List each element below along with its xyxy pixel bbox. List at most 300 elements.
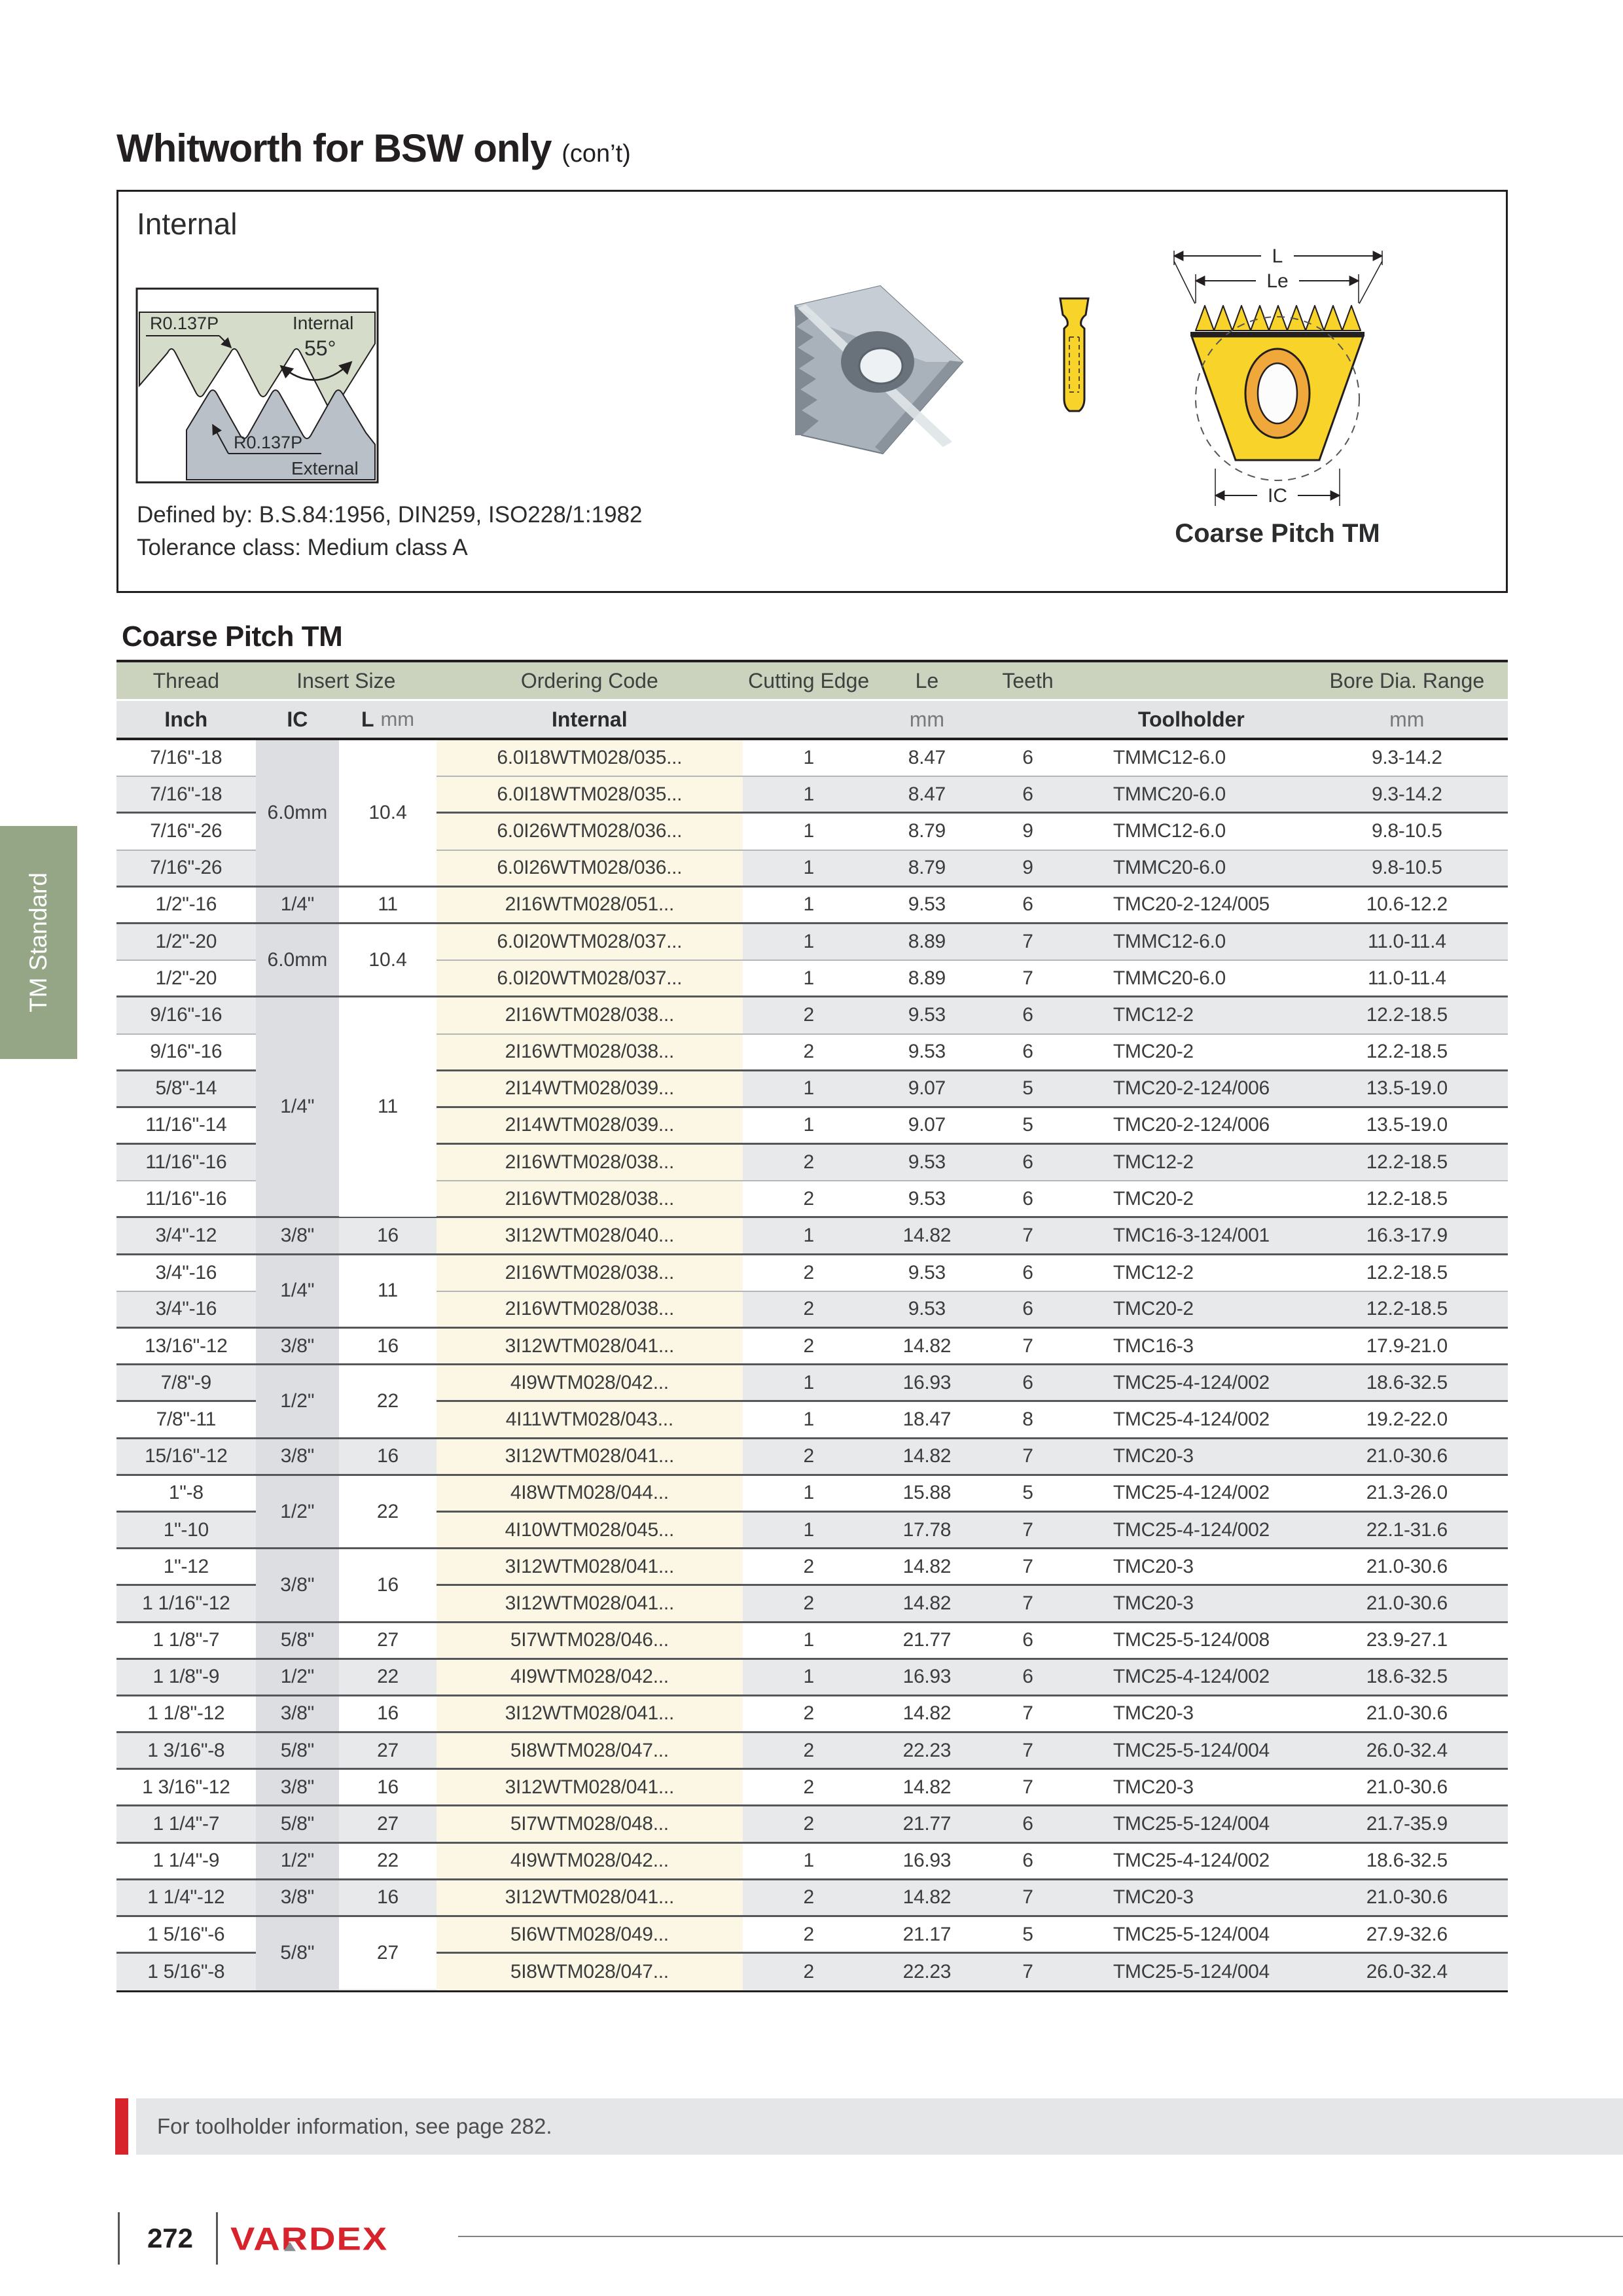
code-cell: 4I9WTM028/042...: [437, 1660, 743, 1696]
footer-note-text: For toolholder information, see page 282.: [157, 2114, 552, 2138]
teeth-cell: 7: [979, 1770, 1077, 1806]
code-cell: 6.0I18WTM028/035...: [437, 777, 743, 814]
bore-cell: 10.6-12.2: [1306, 888, 1508, 924]
thread-cell: 3/4"-16: [116, 1292, 256, 1329]
holder-cell: TMC20-3: [1077, 1770, 1306, 1806]
teeth-cell: 7: [979, 1513, 1077, 1549]
header-teeth: Teeth: [1002, 668, 1054, 692]
bore-cell: 9.3-14.2: [1306, 777, 1508, 814]
teeth-cell: 7: [979, 1439, 1077, 1476]
teeth-cell: 5: [979, 1071, 1077, 1108]
edge-cell: 2: [743, 1145, 875, 1181]
table-row: [116, 1439, 1508, 1476]
holder-cell: TMC25-5-124/004: [1077, 1733, 1306, 1770]
holder-cell: TMC20-2-124/006: [1077, 1108, 1306, 1145]
teeth-cell: 7: [1022, 1961, 1033, 1983]
bore-cell: 26.0-32.4: [1366, 1961, 1448, 1983]
ic-cell: 3/8": [256, 1439, 340, 1476]
le-cell: 16.93: [875, 1365, 979, 1402]
bore-cell: 21.0-30.6: [1306, 1696, 1508, 1733]
bore-cell: 21.0-30.6: [1306, 1586, 1508, 1623]
thread-cell: 1 3/16"-8: [116, 1733, 256, 1770]
teeth-cell: 5: [979, 1476, 1077, 1513]
radius-label-bottom: R0.137P: [234, 433, 303, 452]
le-cell: 14.82: [875, 1880, 979, 1917]
code-cell: 2I16WTM028/038...: [437, 1035, 743, 1071]
l-cell: 22: [339, 1844, 437, 1880]
edge-cell: 1: [743, 814, 875, 850]
insert-l-merged-cell: 16: [339, 1549, 437, 1621]
l-cell: 16: [339, 1880, 437, 1917]
teeth-cell: 6: [979, 997, 1077, 1034]
thread-cell: 13/16"-12: [116, 1329, 256, 1365]
l-cell: 16: [339, 1218, 437, 1255]
teeth-cell: 9: [979, 851, 1077, 888]
dim-l-label: L: [1272, 245, 1283, 267]
footer-rule: [458, 2236, 1623, 2237]
bore-cell: 18.6-32.5: [1306, 1365, 1508, 1402]
coarse-pitch-table: [116, 660, 1508, 1992]
page-title-text: Whitworth for BSW only: [116, 126, 552, 170]
table-body: [116, 740, 1508, 1992]
teeth-cell: 7: [979, 1218, 1077, 1255]
thread-cell: 9/16"-16: [116, 997, 256, 1034]
code-cell: 2I14WTM028/039...: [437, 1108, 743, 1145]
thread-cell: 3/4"-16: [116, 1255, 256, 1292]
le-cell: 14.82: [875, 1696, 979, 1733]
code-cell: 3I12WTM028/041...: [437, 1696, 743, 1733]
le-cell: 16.93: [875, 1660, 979, 1696]
edge-cell: 2: [743, 997, 875, 1034]
code-cell: 4I11WTM028/043...: [437, 1402, 743, 1439]
bore-cell: 17.9-21.0: [1306, 1329, 1508, 1365]
edge-cell: 2: [743, 1880, 875, 1917]
l-cell: 16: [339, 1439, 437, 1476]
teeth-cell: 6: [979, 1844, 1077, 1880]
thread-cell: 1 3/16"-12: [116, 1770, 256, 1806]
bore-cell: 21.0-30.6: [1306, 1549, 1508, 1586]
le-cell: 16.93: [875, 1844, 979, 1880]
edge-cell: 1: [743, 1402, 875, 1439]
insert-side-view: [1043, 295, 1105, 420]
code-cell: 2I16WTM028/038...: [437, 997, 743, 1034]
figure-box: [116, 190, 1508, 593]
teeth-cell: 9: [979, 814, 1077, 850]
code-cell: 4I10WTM028/045...: [437, 1513, 743, 1549]
bore-cell: 12.2-18.5: [1306, 1292, 1508, 1329]
dim-le-label: Le: [1266, 270, 1289, 292]
bore-cell: 12.2-18.5: [1306, 1145, 1508, 1181]
code-cell: 6.0I26WTM028/036...: [437, 814, 743, 850]
le-cell: 9.53: [875, 1255, 979, 1292]
ic-cell: 5/8": [256, 1733, 340, 1770]
page-title: [116, 126, 631, 171]
table-row: [116, 1218, 1508, 1255]
insert-ic-merged-cell: 1/4": [280, 1096, 315, 1118]
tolerance-text: Tolerance class: Medium class A: [137, 535, 468, 560]
thread-cell: 1/2"-20: [116, 961, 256, 997]
insert-ic-merged-cell: 1/2": [280, 1500, 315, 1522]
edge-cell: 2: [743, 1292, 875, 1329]
bore-cell: 9.8-10.5: [1306, 814, 1508, 850]
holder-cell: TMC25-4-124/002: [1077, 1365, 1306, 1402]
bore-cell: 21.7-35.9: [1306, 1806, 1508, 1843]
edge-cell: 2: [743, 1586, 875, 1623]
edge-cell: 1: [743, 1844, 875, 1880]
edge-cell: 1: [743, 851, 875, 888]
le-cell: 17.78: [875, 1513, 979, 1549]
table-row: [116, 1733, 1508, 1770]
thread-cell: 7/8"-11: [116, 1402, 256, 1439]
teeth-cell: 7: [979, 924, 1077, 961]
l-cell: 27: [339, 1733, 437, 1770]
teeth-cell: 7: [979, 1549, 1077, 1586]
teeth-cell: 6: [979, 1623, 1077, 1660]
edge-cell: 2: [743, 1035, 875, 1071]
holder-cell: TMC20-2: [1077, 1035, 1306, 1071]
insert-l-merged-cell: 27: [339, 1917, 437, 1988]
table-row: [116, 888, 1508, 924]
teeth-cell: 6: [979, 1035, 1077, 1071]
holder-cell: TMC12-2: [1077, 1145, 1306, 1181]
edge-cell: 2: [743, 1255, 875, 1292]
bore-cell: 18.6-32.5: [1306, 1660, 1508, 1696]
bore-cell: 12.2-18.5: [1306, 1035, 1508, 1071]
code-cell: 2I16WTM028/038...: [437, 1145, 743, 1181]
le-cell: 8.79: [875, 851, 979, 888]
subheader-bore-unit: mm: [1389, 707, 1425, 731]
code-cell: 2I16WTM028/038...: [437, 1292, 743, 1329]
edge-cell: 1: [743, 1513, 875, 1549]
bore-cell: 12.2-18.5: [1306, 1181, 1508, 1218]
thread-cell: 1 1/8"-12: [116, 1696, 256, 1733]
thread-cell: 11/16"-14: [116, 1108, 256, 1145]
thread-cell: 1"-10: [116, 1513, 256, 1549]
subheader-ic: IC: [287, 707, 308, 731]
angle-label: 55°: [304, 336, 336, 360]
thread-cell: 7/16"-26: [116, 814, 256, 850]
bore-cell: 23.9-27.1: [1306, 1623, 1508, 1660]
subheader-spacer-1: [743, 701, 875, 738]
le-cell: 9.07: [875, 1108, 979, 1145]
sidebar-tab-label: TM Standard: [25, 872, 52, 1013]
le-cell: 21.77: [875, 1806, 979, 1843]
thread-cell: 1"-12: [116, 1549, 256, 1586]
le-cell: 9.07: [875, 1071, 979, 1108]
edge-cell: 2: [743, 1770, 875, 1806]
page-title-suffix: (con’t): [562, 140, 631, 168]
code-cell: 4I8WTM028/044...: [437, 1476, 743, 1513]
ic-cell: 3/8": [256, 1329, 340, 1365]
thread-cell: 1 1/4"-12: [116, 1880, 256, 1917]
teeth-cell: 6: [979, 1255, 1077, 1292]
holder-cell: TMC25-5-124/008: [1077, 1623, 1306, 1660]
le-cell: 8.47: [875, 740, 979, 777]
subheader-le-unit: mm: [909, 707, 945, 731]
holder-cell: TMMC12-6.0: [1077, 924, 1306, 961]
edge-cell: 1: [743, 888, 875, 924]
code-cell: 6.0I20WTM028/037...: [437, 924, 743, 961]
thread-cell: 15/16"-12: [116, 1439, 256, 1476]
code-cell: 2I16WTM028/051...: [437, 888, 743, 924]
section-title: Coarse Pitch TM: [122, 620, 343, 653]
thread-cell: 1 1/8"-9: [116, 1660, 256, 1696]
code-cell: 3I12WTM028/041...: [437, 1549, 743, 1586]
ic-cell: 3/8": [256, 1218, 340, 1255]
teeth-cell: 5: [979, 1917, 1077, 1954]
table-row: [116, 1696, 1508, 1733]
l-cell: 22: [339, 1660, 437, 1696]
l-cell: 11: [339, 888, 437, 924]
le-cell: 9.53: [875, 997, 979, 1034]
table-row: [116, 1770, 1508, 1806]
ic-cell: 1/2": [256, 1844, 340, 1880]
insert-l-merged-cell: 11: [339, 997, 437, 1216]
dim-ic-label: IC: [1268, 485, 1287, 507]
radius-label-top: R0.137P: [150, 314, 219, 333]
le-cell: 9.53: [875, 888, 979, 924]
code-cell: 5I7WTM028/048...: [437, 1806, 743, 1843]
thread-cell: 1/2"-20: [116, 924, 256, 961]
holder-cell: TMC16-3-124/001: [1077, 1218, 1306, 1255]
table-header-row-1: [116, 660, 1508, 701]
edge-cell: 2: [743, 1181, 875, 1218]
header-thread: Thread: [152, 668, 219, 692]
edge-cell: 1: [743, 1623, 875, 1660]
teeth-cell: 6: [979, 1660, 1077, 1696]
holder-cell: TMMC12-6.0: [1077, 814, 1306, 850]
teeth-cell: 6: [979, 777, 1077, 814]
holder-cell: TMC20-3: [1077, 1439, 1306, 1476]
insert-ic-merged-cell: 1/2": [280, 1390, 315, 1412]
subheader-spacer-2: [979, 701, 1077, 738]
insert-ic-merged-cell: 1/4": [280, 1280, 315, 1302]
edge-cell: 1: [743, 1476, 875, 1513]
ic-cell: 1/2": [256, 1660, 340, 1696]
holder-cell: TMMC12-6.0: [1077, 740, 1306, 777]
bore-cell: 18.6-32.5: [1306, 1844, 1508, 1880]
le-cell: 9.53: [875, 1145, 979, 1181]
thread-cell: 1 5/16"-6: [116, 1917, 256, 1954]
teeth-cell: 6: [979, 1365, 1077, 1402]
code-cell: 3I12WTM028/041...: [437, 1439, 743, 1476]
table-row: [116, 1329, 1508, 1365]
footer-divider-left: [118, 2212, 120, 2265]
bore-cell: 19.2-22.0: [1306, 1402, 1508, 1439]
teeth-cell: 7: [979, 1733, 1077, 1770]
bore-cell: 21.0-30.6: [1306, 1439, 1508, 1476]
thread-cell: 9/16"-16: [116, 1035, 256, 1071]
teeth-cell: 7: [979, 1329, 1077, 1365]
table-row: [116, 1880, 1508, 1917]
bore-cell: 13.5-19.0: [1306, 1108, 1508, 1145]
edge-cell: 1: [743, 924, 875, 961]
vardex-logo: VARDEX: [230, 2220, 389, 2257]
holder-cell: TMC25-4-124/002: [1077, 1476, 1306, 1513]
code-cell: 4I9WTM028/042...: [437, 1365, 743, 1402]
edge-cell: 1: [743, 1071, 875, 1108]
edge-cell: 1: [743, 1365, 875, 1402]
teeth-cell: 6: [979, 1145, 1077, 1181]
table-row: [116, 1660, 1508, 1696]
code-cell: 5I6WTM028/049...: [437, 1917, 743, 1954]
holder-cell: TMC20-2: [1077, 1181, 1306, 1218]
insert-l-merged-cell: 22: [339, 1476, 437, 1547]
holder-cell: TMC12-2: [1077, 1255, 1306, 1292]
bore-cell: 22.1-31.6: [1306, 1513, 1508, 1549]
insert-l-merged-cell: 10.4: [339, 740, 437, 886]
holder-cell: TMC20-3: [1077, 1696, 1306, 1733]
teeth-cell: 8: [979, 1402, 1077, 1439]
le-cell: 8.89: [875, 961, 979, 997]
edge-cell: 2: [743, 1917, 875, 1954]
code-cell: 3I12WTM028/041...: [437, 1880, 743, 1917]
edge-cell: 2: [743, 1439, 875, 1476]
defined-by-text: Defined by: B.S.84:1956, DIN259, ISO228/1:1982: [137, 502, 643, 528]
holder-cell: TMC20-3: [1077, 1880, 1306, 1917]
holder-cell: TMC20-3: [1077, 1586, 1306, 1623]
le-cell: 14.82: [875, 1218, 979, 1255]
footer-note-accent: [115, 2098, 128, 2155]
teeth-cell: 7: [979, 961, 1077, 997]
holder-cell: TMC25-5-124/004: [1077, 1917, 1306, 1954]
thread-cell: 3/4"-12: [116, 1218, 256, 1255]
holder-cell: TMC20-2: [1077, 1292, 1306, 1329]
code-cell: 3I12WTM028/040...: [437, 1218, 743, 1255]
thread-cell: 7/16"-18: [116, 777, 256, 814]
insert-ic-merged-cell: 6.0mm: [267, 801, 328, 823]
code-cell: 5I8WTM028/047...: [437, 1733, 743, 1770]
bore-cell: 16.3-17.9: [1306, 1218, 1508, 1255]
le-cell: 21.17: [875, 1917, 979, 1954]
teeth-cell: 6: [979, 1181, 1077, 1218]
table-row: [116, 1844, 1508, 1880]
le-cell: 14.82: [875, 1549, 979, 1586]
le-cell: 14.82: [875, 1329, 979, 1365]
le-cell: 9.53: [875, 1292, 979, 1329]
bore-cell: 9.3-14.2: [1306, 740, 1508, 777]
footer-divider-right: [216, 2212, 218, 2265]
edge-cell: 1: [743, 1218, 875, 1255]
subheader-internal: Internal: [552, 707, 628, 731]
bore-cell: 9.8-10.5: [1306, 851, 1508, 888]
sidebar-tab-tm-standard[interactable]: [0, 826, 77, 1059]
edge-cell: 1: [743, 1660, 875, 1696]
edge-cell: 1: [743, 961, 875, 997]
code-cell: 6.0I18WTM028/035...: [437, 740, 743, 777]
le-cell: 22.23: [875, 1733, 979, 1770]
bore-cell: 11.0-11.4: [1306, 961, 1508, 997]
code-cell: 2I16WTM028/038...: [437, 1181, 743, 1218]
holder-cell: TMC25-4-124/002: [1077, 1402, 1306, 1439]
holder-cell: TMC25-5-124/004: [1113, 1961, 1270, 1983]
code-cell: 3I12WTM028/041...: [437, 1329, 743, 1365]
code-cell: 4I9WTM028/042...: [437, 1844, 743, 1880]
code-cell: 6.0I26WTM028/036...: [437, 851, 743, 888]
holder-cell: TMC25-4-124/002: [1077, 1660, 1306, 1696]
thread-cell: 1 1/8"-7: [116, 1623, 256, 1660]
edge-cell: 1: [743, 777, 875, 814]
bore-cell: 12.2-18.5: [1306, 997, 1508, 1034]
thread-cell: 1"-8: [116, 1476, 256, 1513]
l-cell: 16: [339, 1696, 437, 1733]
edge-cell: 2: [803, 1961, 814, 1983]
holder-cell: TMC20-3: [1077, 1549, 1306, 1586]
insert-ic-merged-cell: 3/8": [280, 1574, 315, 1596]
le-cell: 14.82: [875, 1586, 979, 1623]
thread-cell: 7/16"-26: [116, 851, 256, 888]
header-ordering-code: Ordering Code: [520, 668, 658, 692]
le-cell: 14.82: [875, 1770, 979, 1806]
teeth-cell: 6: [979, 740, 1077, 777]
header-cutting-edge: Cutting Edge: [748, 668, 870, 692]
edge-cell: 2: [743, 1806, 875, 1843]
edge-cell: 2: [743, 1733, 875, 1770]
le-cell: 21.77: [875, 1623, 979, 1660]
holder-cell: TMMC20-6.0: [1077, 777, 1306, 814]
l-cell: 27: [339, 1806, 437, 1843]
header-le: Le: [915, 668, 939, 692]
insert-l-merged-cell: 22: [339, 1365, 437, 1437]
thread-cell: 1 1/16"-12: [116, 1586, 256, 1623]
figure-caption: Coarse Pitch TM: [1175, 519, 1380, 548]
ic-cell: 5/8": [256, 1806, 340, 1843]
edge-cell: 1: [743, 1108, 875, 1145]
holder-cell: TMC20-2-124/005: [1077, 888, 1306, 924]
edge-cell: 2: [743, 1696, 875, 1733]
thread-cell: 1 1/4"-7: [116, 1806, 256, 1843]
footer-note-bar: [136, 2098, 1623, 2155]
l-cell: 27: [339, 1623, 437, 1660]
code-cell: 2I16WTM028/038...: [437, 1255, 743, 1292]
ic-cell: 3/8": [256, 1770, 340, 1806]
thread-cell: 1 1/4"-9: [116, 1844, 256, 1880]
code-cell: 6.0I20WTM028/037...: [437, 961, 743, 997]
code-cell: 5I8WTM028/047...: [437, 1954, 743, 1990]
code-cell: 3I12WTM028/041...: [437, 1586, 743, 1623]
table-header-row-2: [116, 701, 1508, 740]
le-cell: 8.89: [875, 924, 979, 961]
thread-cell: 11/16"-16: [116, 1145, 256, 1181]
holder-cell: TMC25-5-124/004: [1077, 1806, 1306, 1843]
le-cell: 8.79: [875, 814, 979, 850]
l-cell: 16: [339, 1329, 437, 1365]
teeth-cell: 7: [979, 1586, 1077, 1623]
teeth-cell: 6: [979, 1806, 1077, 1843]
page-number: 272: [147, 2223, 194, 2253]
header-spacer: [1077, 662, 1306, 699]
le-cell: 22.23: [902, 1961, 952, 1983]
thread-profile-diagram: [135, 287, 379, 484]
bore-cell: 13.5-19.0: [1306, 1071, 1508, 1108]
edge-cell: 2: [743, 1329, 875, 1365]
insert-l-merged-cell: 11: [339, 1255, 437, 1327]
holder-cell: TMC25-4-124/002: [1077, 1844, 1306, 1880]
ic-cell: 3/8": [256, 1880, 340, 1917]
table-row: [116, 1806, 1508, 1843]
holder-cell: TMC16-3: [1077, 1329, 1306, 1365]
thread-cell: 11/16"-16: [116, 1181, 256, 1218]
code-cell: 5I7WTM028/046...: [437, 1623, 743, 1660]
holder-cell: TMMC20-6.0: [1077, 851, 1306, 888]
le-cell: 18.47: [875, 1402, 979, 1439]
bore-cell: 26.0-32.4: [1306, 1733, 1508, 1770]
thread-cell: 5/8"-14: [116, 1071, 256, 1108]
teeth-cell: 6: [979, 1292, 1077, 1329]
internal-label: Internal: [293, 313, 354, 333]
insert-ic-merged-cell: 5/8": [280, 1942, 315, 1964]
subheader-toolholder: Toolholder: [1137, 707, 1245, 731]
